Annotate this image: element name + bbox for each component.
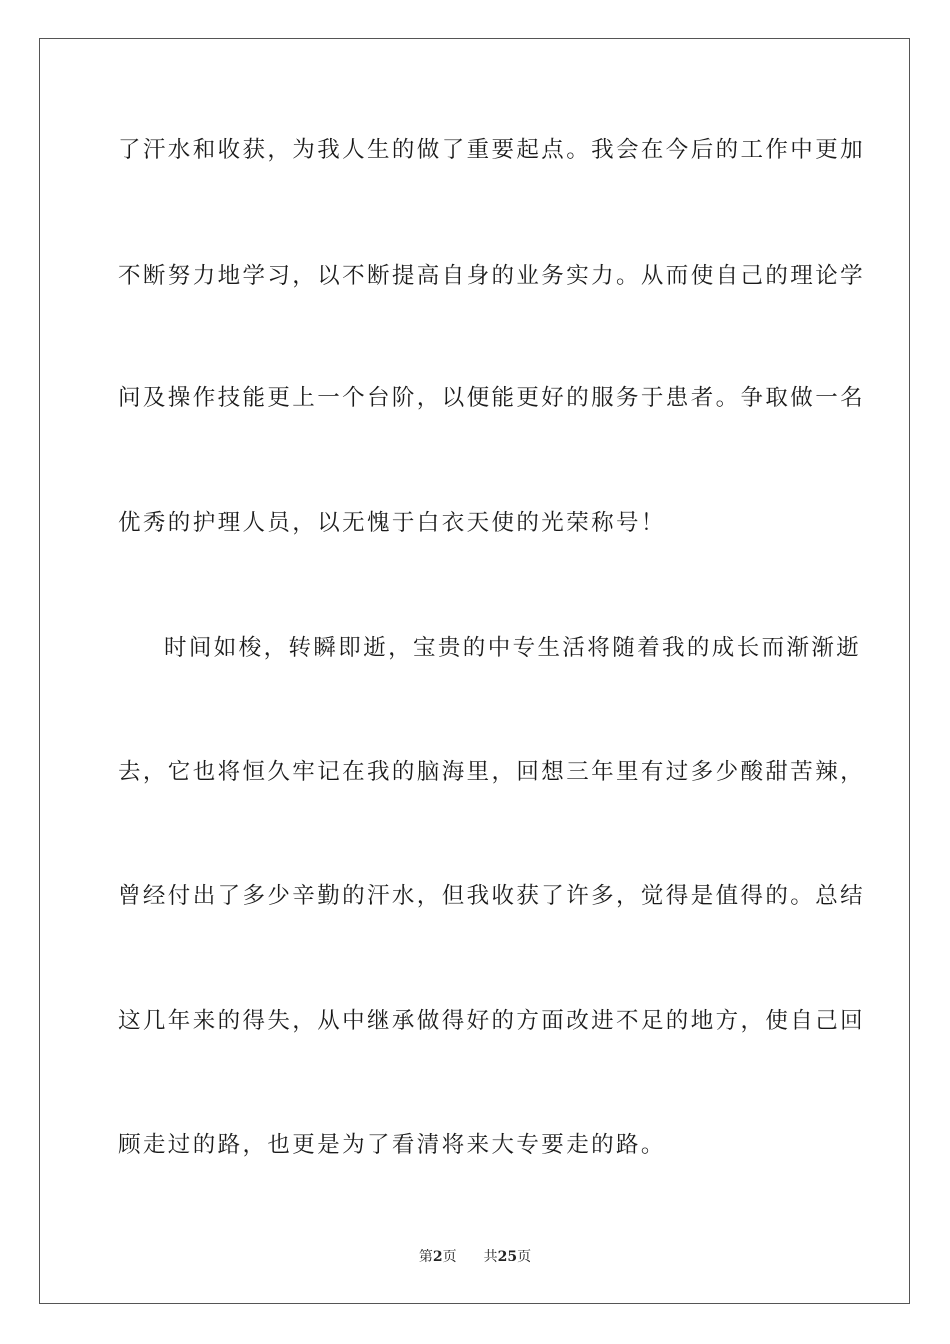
page-number: 2 xyxy=(432,1249,443,1265)
page-frame xyxy=(39,38,910,1304)
paragraph-1-line-1: 了汗水和收获，为我人生的做了重要起点。我会在今后的工作中更加 xyxy=(118,137,866,163)
paragraph-2-line-3: 曾经付出了多少辛勤的汗水，但我收获了许多，觉得是值得的。总结 xyxy=(118,883,866,909)
page-number-label xyxy=(419,1249,461,1265)
page-prefix: 第 xyxy=(418,1249,433,1265)
paragraph-1-line-2: 不断努力地学习，以不断提高自身的业务实力。从而使自己的理论学 xyxy=(118,263,866,289)
paragraph-1-line-3: 问及操作技能更上一个台阶，以便能更好的服务于患者。争取做一名 xyxy=(118,385,866,411)
paragraph-2-line-2: 去，它也将恒久牢记在我的脑海里，回想三年里有过多少酸甜苦辣， xyxy=(118,759,866,785)
total-pages: 25 xyxy=(497,1249,518,1265)
page-footer xyxy=(0,1248,950,1266)
paragraph-2-line-1: 时间如梭，转瞬即逝，宝贵的中专生活将随着我的成长而渐渐逝 xyxy=(164,635,862,661)
paragraph-2-line-4: 这几年来的得失，从中继承做得好的方面改进不足的地方，使自己回 xyxy=(118,1008,866,1034)
total-pages-label xyxy=(484,1249,531,1265)
page-suffix: 页 xyxy=(442,1249,457,1265)
paragraph-2-line-5: 顾走过的路，也更是为了看清将来大专要走的路。 xyxy=(118,1132,666,1158)
total-suffix: 页 xyxy=(517,1249,532,1265)
paragraph-1-line-4: 优秀的护理人员，以无愧于白衣天使的光荣称号！ xyxy=(118,510,666,536)
total-prefix: 共 xyxy=(483,1249,498,1265)
